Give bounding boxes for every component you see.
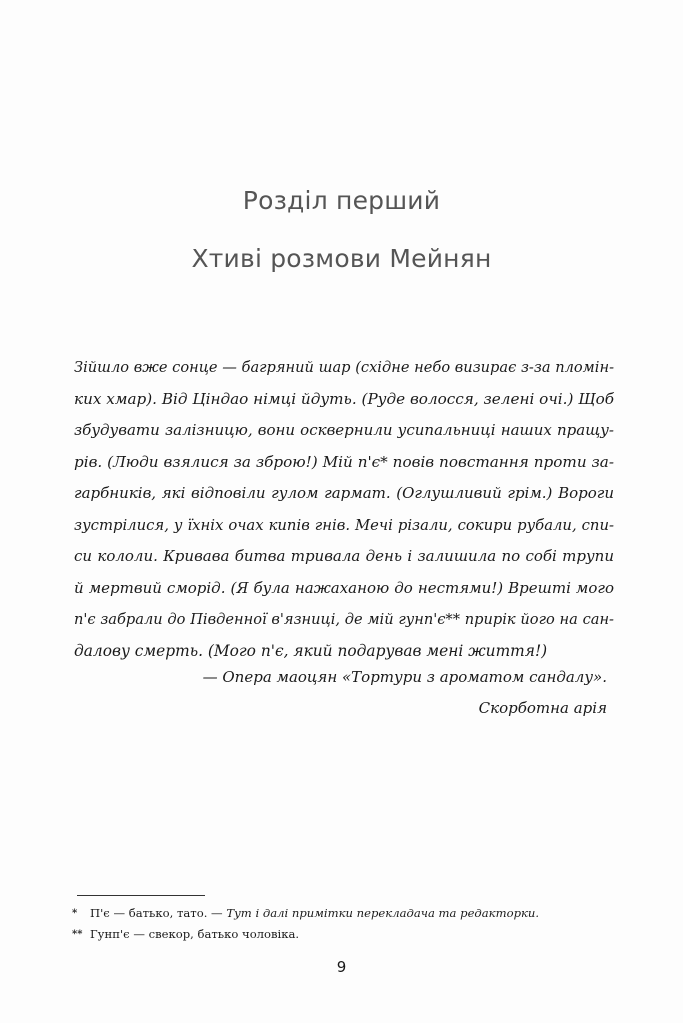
epigraph — [74, 352, 614, 667]
epigraph-attribution — [203, 662, 607, 724]
epigraph-line: рів. (Люди взялися за зброю!) Мій п'є* повів повстання проти за- — [74, 452, 614, 471]
attribution-source: — Опера маоцян «Тортури з ароматом сандалу». — [202, 668, 607, 686]
footnote-marker: ** — [72, 929, 83, 940]
footnote-text: П'є — батько, тато. — — [90, 906, 227, 920]
epigraph-line: й мертвий сморід. (Я була нажаханою до нестями!) Врешті мого — [74, 578, 614, 597]
chapter-title: Розділ перший — [242, 186, 441, 215]
footnotes — [72, 903, 612, 945]
epigraph-line: збудувати залізницю, вони осквернили усипальниці наших пращу- — [74, 421, 614, 439]
footnote-2 — [72, 924, 612, 945]
page-number: 9 — [336, 958, 347, 976]
footnote-1 — [72, 903, 612, 924]
epigraph-line: гарбників, які відповіли гулом гармат. (Оглушливий грім.) Вороги — [74, 484, 614, 502]
chapter-subtitle: Хтиві розмови Мейнян — [191, 244, 492, 273]
epigraph-line: Зійшло вже сонце — багряний шар (східне небо визирає з-за пломін- — [74, 359, 614, 376]
epigraph-line: си кололи. Кривава битва тривала день і залишила по собі трупи — [74, 547, 614, 565]
footnote-text: Гунп'є — свекор, батько чоловіка. — [90, 927, 300, 941]
footnote-marker: * — [72, 908, 78, 919]
epigraph-line: далову смерть. (Мого п'є, який подарував мені життя!) — [74, 641, 548, 660]
epigraph-line: ких хмар). Від Ціндао німці йдуть. (Руде волосся, зелені очі.) Щоб — [74, 389, 614, 408]
footnote-divider — [77, 895, 205, 896]
epigraph-line: п'є забрали до Південної в'язниці, де мій гунп'є** прирік його на сан- — [74, 611, 614, 628]
epigraph-line: зустрілися, у їхніх очах кипів гнів. Мечі різали, сокири рубали, спи- — [74, 516, 614, 534]
attribution-aria: Скорботна арія — [478, 699, 607, 717]
footnote-note: Тут і далі примітки перекладача та редакторки. — [226, 906, 540, 920]
